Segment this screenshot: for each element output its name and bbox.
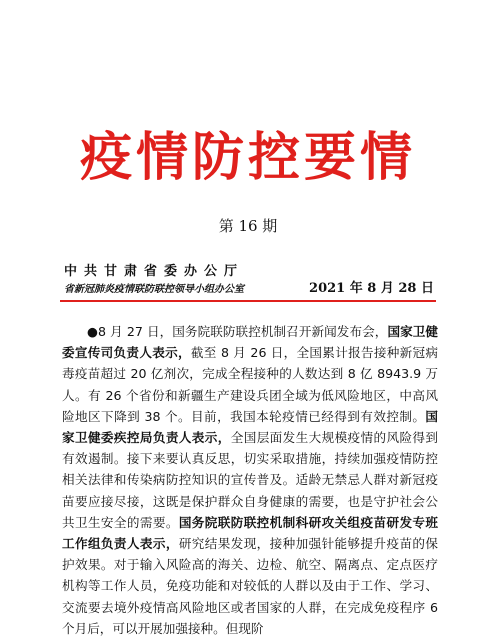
issue-date: 2021 年 8 月 28 日 (309, 281, 434, 296)
body-text: 截至 8 月 26 日，全国累计报告接种新冠病毒疫苗超过 20 亿剂次，完成全程接种的人数达到 8 亿 8943.9 万人。有 26 个省份和新疆生产建设兵团全域为低风险地区，中高风险地区下降到 38 个。目前，我国本轮疫情已经得到有效控制。 (62, 345, 438, 424)
highlight-speaker: 国家卫健委宣传司负责人表示， (62, 324, 439, 361)
issuer-primary: 中共甘肃省委办公厅 (64, 264, 245, 279)
issuer-secondary: 省新冠肺炎疫情联防联控领导小组办公室 (64, 284, 244, 295)
article-paragraph (62, 321, 438, 639)
header-divider (60, 300, 436, 302)
article-body (62, 321, 438, 639)
highlight-speaker: 国家卫健委疾控局负责人表示， (62, 408, 438, 446)
body-text: 研究结果发现，接种加强针能够提升疫苗的保护效果。对于输入风险高的海关、边检、航空、隔离点、定点医疗机构等工作人员，免疫功能和对较低的人群以及由于工作、学习、交流要去境外疫情高风险地区或者国家的人群，在完成免疫程序 6 个月后，可以开展加强接种。但现阶 (62, 536, 439, 636)
issue-number: 第 16 期 (218, 217, 278, 235)
body-text: 全国层面发生大规模疫情的风险得到有效遏制。接下来要认真反思，切实采取措施，持续加强疫情防控相关法律和传染病防控知识的宣传普及。适龄无禁忌人群对新冠疫苗要应接尽接，这既是保护群众自身健康的需要，也是守护社会公共卫生安全的需要。 (62, 430, 439, 530)
masthead-title: 疫情防控要情 (79, 127, 416, 188)
body-text: ●8 月 27 日，国务院联防联控机制召开新闻发布会， (87, 324, 388, 339)
highlight-speaker: 国务院联防联控机制科研攻关组疫苗研发专班工作组负责人表示， (62, 514, 439, 552)
